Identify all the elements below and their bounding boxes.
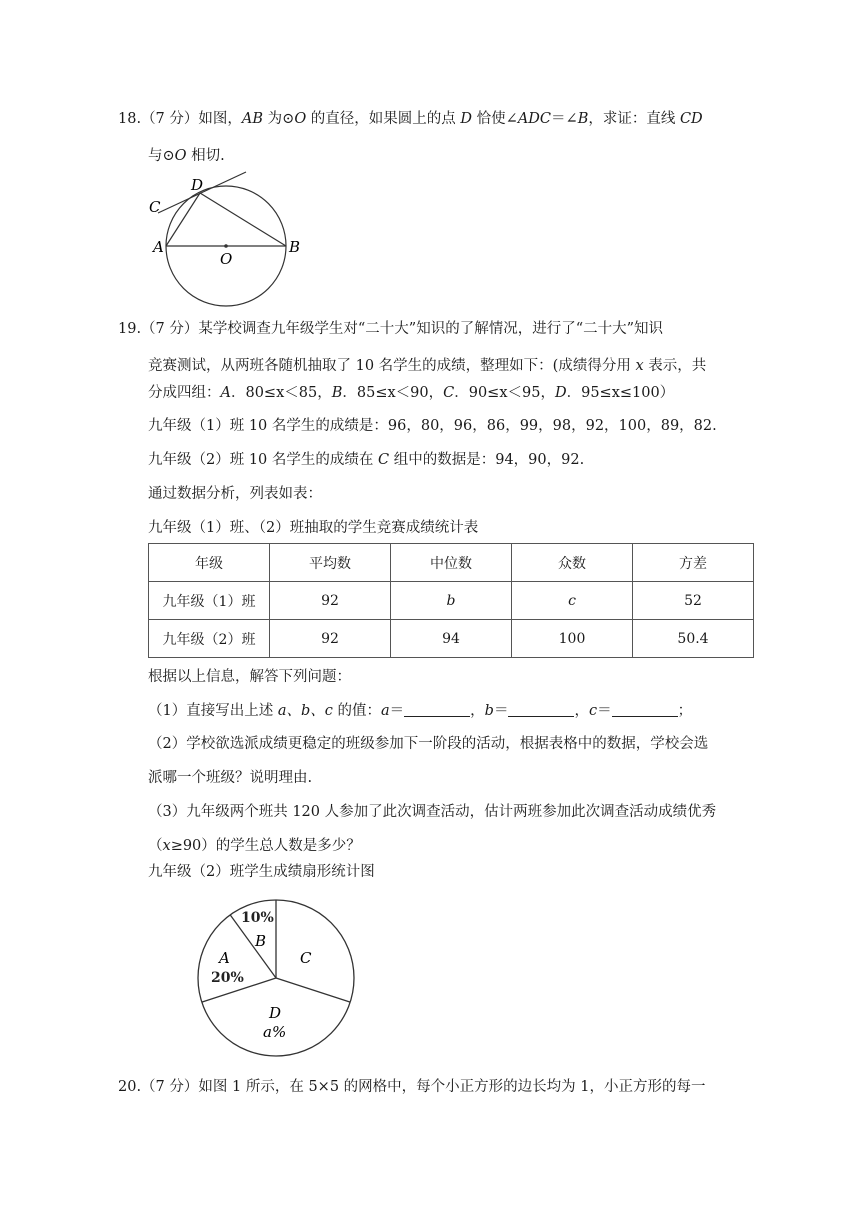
table-cell: 94 — [391, 620, 512, 658]
label-o: O — [220, 250, 233, 268]
pie-label-b: B — [255, 932, 267, 950]
q19-line2: 竞赛测试，从两班各随机抽取了 10 名学生的成绩，整理如下：(成绩得分用 x 表示，共 — [148, 358, 707, 374]
table-cell: 九年级（2）班 — [149, 620, 270, 658]
q18-line2: 与⊙O 相切. — [148, 148, 225, 164]
table-cell: 52 — [633, 582, 754, 620]
table-cell: c — [512, 582, 633, 620]
pie-label-b-pct: 10% — [241, 910, 274, 926]
table-cell: 50.4 — [633, 620, 754, 658]
table-title: 九年级（1）班、（2）班抽取的学生竞赛成绩统计表 — [148, 520, 479, 536]
q19-line1: 19.（7 分）某学校调查九年级学生对“二十大”知识的了解情况，进行了“二十大”知识 — [118, 321, 664, 337]
table-header-cell: 方差 — [633, 544, 754, 582]
pie-label-a: A — [219, 949, 230, 967]
pie-chart — [191, 893, 361, 1063]
table-header-cell: 平均数 — [270, 544, 391, 582]
table-cell: 92 — [270, 582, 391, 620]
label-d: D — [191, 176, 204, 194]
segment-db — [200, 193, 286, 246]
label-c: C — [149, 198, 161, 216]
pie-label-d-pct: a% — [263, 1023, 287, 1041]
table-row — [149, 620, 754, 658]
table-cell: 100 — [512, 620, 633, 658]
table-cell: 九年级（1）班 — [149, 582, 270, 620]
center-point — [224, 244, 228, 248]
class2-c-group: 九年级（2）班 10 名学生的成绩在 C 组中的数据是：94，90，92. — [148, 452, 585, 468]
pie-label-c: C — [300, 949, 312, 967]
pie-divider-bottom-right — [276, 978, 350, 1002]
q18-line1: 18.（7 分）如图，AB 为⊙O 的直径，如果圆上的点 D 恰使∠ADC＝∠B，求证：直线 CD — [118, 111, 703, 127]
sub-question-2-line1: （2）学校欲选派成绩更稳定的班级参加下一阶段的活动，根据表格中的数据，学校会选 — [148, 736, 709, 752]
pie-label-d: D — [269, 1004, 282, 1022]
q20-line1: 20.（7 分）如图 1 所示，在 5×5 的网格中，每个小正方形的边长均为 1，小正方形的每一 — [118, 1079, 706, 1095]
label-b: B — [289, 238, 301, 256]
sub-question-1: （1）直接写出上述 a、b、c 的值：a＝ ，b＝ ，c＝ ； — [148, 703, 693, 719]
table-header-cell: 年级 — [149, 544, 270, 582]
q19-line3: 分成四组：A．80≤x＜85，B．85≤x＜90，C．90≤x＜95，D．95≤x≤100） — [148, 385, 675, 401]
table-header-cell: 中位数 — [391, 544, 512, 582]
answer-blank-c[interactable] — [612, 702, 678, 717]
table-header-row — [149, 544, 754, 582]
table-cell: 92 — [270, 620, 391, 658]
answer-blank-b[interactable] — [508, 702, 574, 717]
sub-question-3-line1: （3）九年级两个班共 120 人参加了此次调查活动，估计两班参加此次调查活动成绩优秀 — [148, 804, 717, 820]
table-row — [149, 582, 754, 620]
table-header-cell: 众数 — [512, 544, 633, 582]
class1-scores: 九年级（1）班 10 名学生的成绩是：96，80，96，86，99，98，92，100，89，82. — [148, 418, 717, 434]
prompt-text: 根据以上信息，解答下列问题： — [148, 669, 351, 685]
pie-label-a-pct: 20% — [211, 970, 244, 986]
stats-table — [148, 543, 754, 658]
q18-geometry-figure — [140, 168, 310, 303]
pie-title: 九年级（2）班学生成绩扇形统计图 — [148, 864, 375, 880]
analysis-text: 通过数据分析，列表如表： — [148, 486, 322, 502]
sub-question-2-line2: 派哪一个班级？说明理由. — [148, 770, 313, 786]
answer-blank-a[interactable] — [404, 702, 470, 717]
table-cell: b — [391, 582, 512, 620]
label-a: A — [153, 238, 164, 256]
sub-question-3-line2: （x≥90）的学生总人数是多少？ — [148, 838, 361, 854]
